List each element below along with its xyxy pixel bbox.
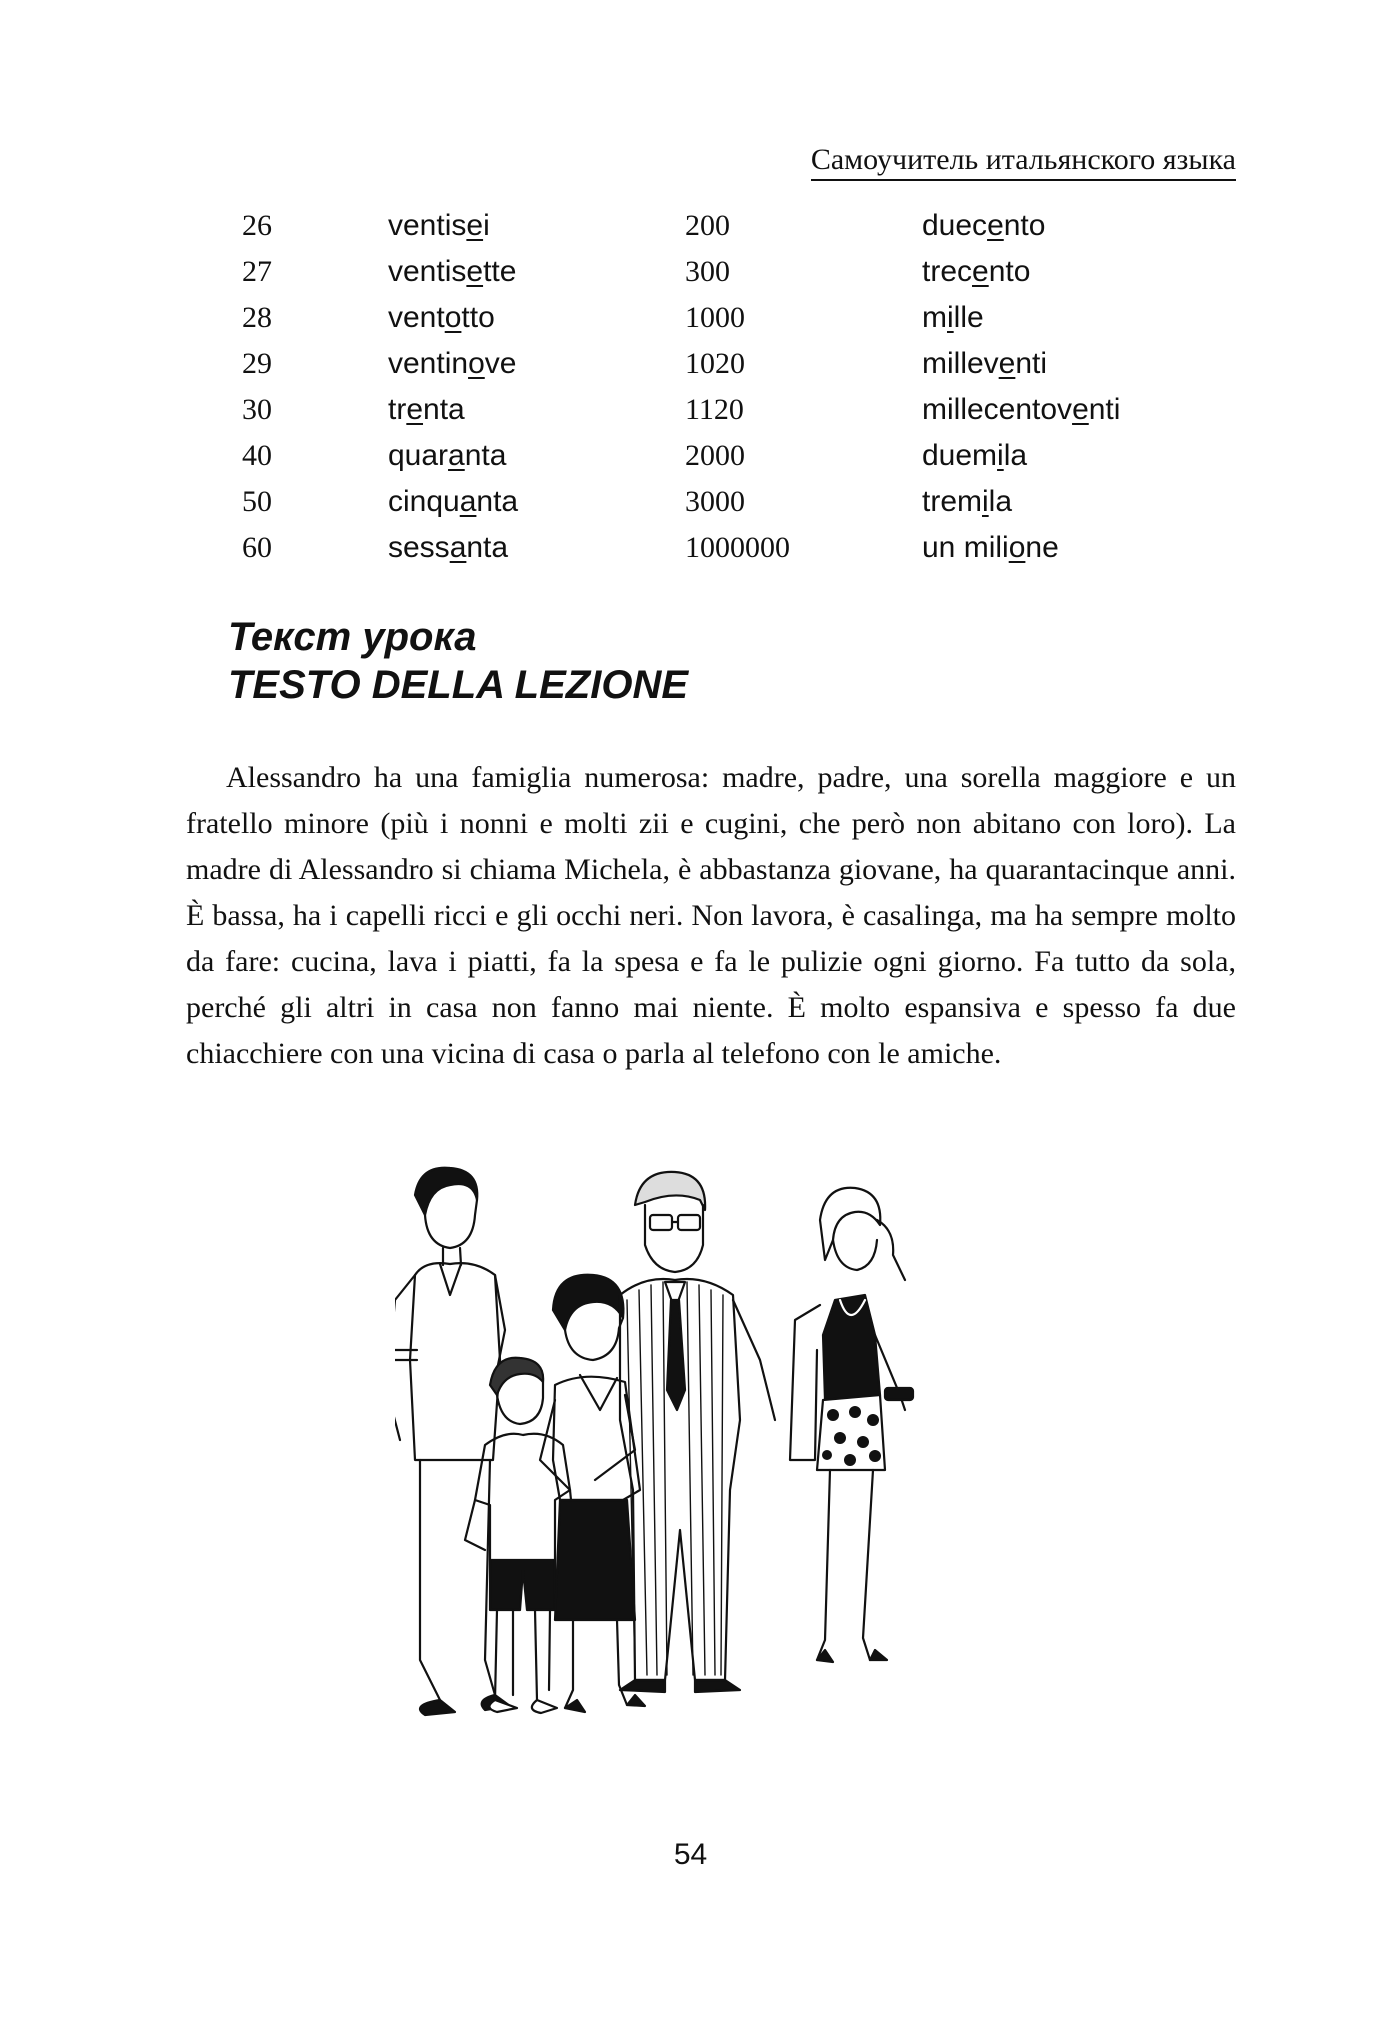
number-word-part: i [483, 209, 490, 242]
number-word-part: duem [922, 439, 998, 472]
figure-father [620, 1172, 775, 1692]
number-word [922, 525, 1059, 571]
number-digits: 60 [242, 531, 272, 564]
number-digits: 1020 [685, 347, 745, 380]
number-word [388, 249, 516, 295]
number-word-part: un mili [922, 531, 1009, 564]
number-digits: 28 [242, 301, 272, 334]
number-word-part: millecentov [922, 393, 1073, 426]
number-word [922, 249, 1030, 295]
numbers-table-row [0, 203, 1381, 249]
stressed-vowel: o [444, 301, 462, 334]
number-word-part: vent [388, 301, 445, 334]
number-word-part: nta [466, 531, 509, 564]
number-word-part: nti [1015, 347, 1048, 380]
number-digits: 29 [242, 347, 272, 380]
number-word-part: trec [922, 255, 973, 288]
number-word-part: tte [483, 255, 517, 288]
stressed-vowel: i [997, 439, 1004, 472]
section-title-ru: Текст урока [228, 615, 477, 659]
number-word [922, 203, 1045, 249]
family-illustration-icon [395, 1160, 1035, 1820]
number-word-part: lle [953, 301, 984, 334]
number-word-part: quar [388, 439, 449, 472]
number-digits: 40 [242, 439, 272, 472]
number-word [388, 387, 465, 433]
running-head-text: Самоучитель итальянского языка [811, 143, 1236, 181]
number-digits: 30 [242, 393, 272, 426]
number-word [922, 295, 984, 341]
number-word-part: la [988, 485, 1013, 518]
number-word-part: ne [1025, 531, 1059, 564]
number-digits: 200 [685, 209, 730, 242]
numbers-table-row [0, 249, 1381, 295]
numbers-table-row [0, 525, 1381, 571]
stressed-vowel: e [466, 255, 484, 288]
number-word-part: m [922, 301, 947, 334]
numbers-table-row [0, 479, 1381, 525]
stressed-vowel: e [466, 209, 484, 242]
number-word [388, 203, 490, 249]
number-word [388, 479, 518, 525]
lesson-text: Alessandro ha una famiglia numerosa: madre, padre, una sorella maggiore e un fratello minore (più i nonni e molti zii e cugini, che però non abitano con loro). La madre di Alessandro si chiama Michela, è abbastanza giovane, ha quarantacinque anni. È bassa, ha i capelli ricci e gli occhi neri. Non lavora, è casalinga, ma ha sempre molto da fare: cucina, lava i piatti, fa la spesa e fa le pulizie ogni giorno. Fa tutto da sola, perché gli altri in casa non fanno mai niente. È molto espansiva e spesso fa due chiacchiere con una vicina di casa o parla al telefono con le amiche. [186, 761, 1236, 1070]
stressed-vowel: o [1008, 531, 1026, 564]
number-word [388, 525, 508, 571]
stressed-vowel: a [459, 485, 477, 518]
number-word [388, 341, 516, 387]
number-word-part: tr [388, 393, 407, 426]
number-word-part: ventis [388, 255, 467, 288]
section-title [228, 613, 688, 709]
number-digits: 27 [242, 255, 272, 288]
number-word [922, 433, 1027, 479]
number-word-part: tto [461, 301, 495, 334]
number-word-part: ventis [388, 209, 467, 242]
number-word-part: cinqu [388, 485, 460, 518]
number-word [922, 341, 1047, 387]
running-head [186, 143, 1236, 181]
number-word-part: nto [988, 255, 1031, 288]
number-digits: 2000 [685, 439, 745, 472]
numbers-table [0, 203, 1381, 571]
numbers-table-row [0, 341, 1381, 387]
number-word [388, 295, 495, 341]
number-digits: 1000000 [685, 531, 790, 564]
figure-boy [465, 1358, 573, 1713]
number-digits: 1120 [685, 393, 744, 426]
number-word-part: sess [388, 531, 450, 564]
stressed-vowel: o [468, 347, 485, 380]
stressed-vowel: e [406, 393, 424, 426]
stressed-vowel: i [947, 301, 954, 334]
page-number: 54 [673, 1838, 708, 1871]
number-word-part: nti [1088, 393, 1121, 426]
stressed-vowel: i [982, 485, 989, 518]
number-word-part: nto [1003, 209, 1046, 242]
number-word-part: nta [476, 485, 519, 518]
section-title-it: TESTO DELLA LEZIONE [228, 663, 689, 707]
number-word [388, 433, 506, 479]
number-digits: 1000 [685, 301, 745, 334]
number-word-part: ve [484, 347, 517, 380]
number-word-part: trem [922, 485, 982, 518]
stressed-vowel: e [1072, 393, 1089, 426]
number-digits: 26 [242, 209, 272, 242]
numbers-table-row [0, 433, 1381, 479]
number-word-part: la [1003, 439, 1028, 472]
number-word-part: nta [423, 393, 465, 426]
figure-mother [540, 1275, 645, 1712]
stressed-vowel: a [449, 531, 467, 564]
number-digits: 300 [685, 255, 730, 288]
stressed-vowel: e [998, 347, 1016, 380]
number-digits: 3000 [685, 485, 745, 518]
stressed-vowel: e [987, 209, 1004, 242]
number-word-part: duec [922, 209, 988, 242]
numbers-table-row [0, 295, 1381, 341]
number-digits: 50 [242, 485, 272, 518]
number-word-part: ventin [388, 347, 469, 380]
numbers-table-row [0, 387, 1381, 433]
figure-sister [790, 1188, 913, 1662]
number-word-part: millev [922, 347, 999, 380]
stressed-vowel: a [448, 439, 465, 472]
number-word [922, 387, 1120, 433]
figure-young-man [395, 1168, 510, 1715]
number-word-part: nta [464, 439, 507, 472]
stressed-vowel: e [972, 255, 989, 288]
number-word [922, 479, 1012, 525]
